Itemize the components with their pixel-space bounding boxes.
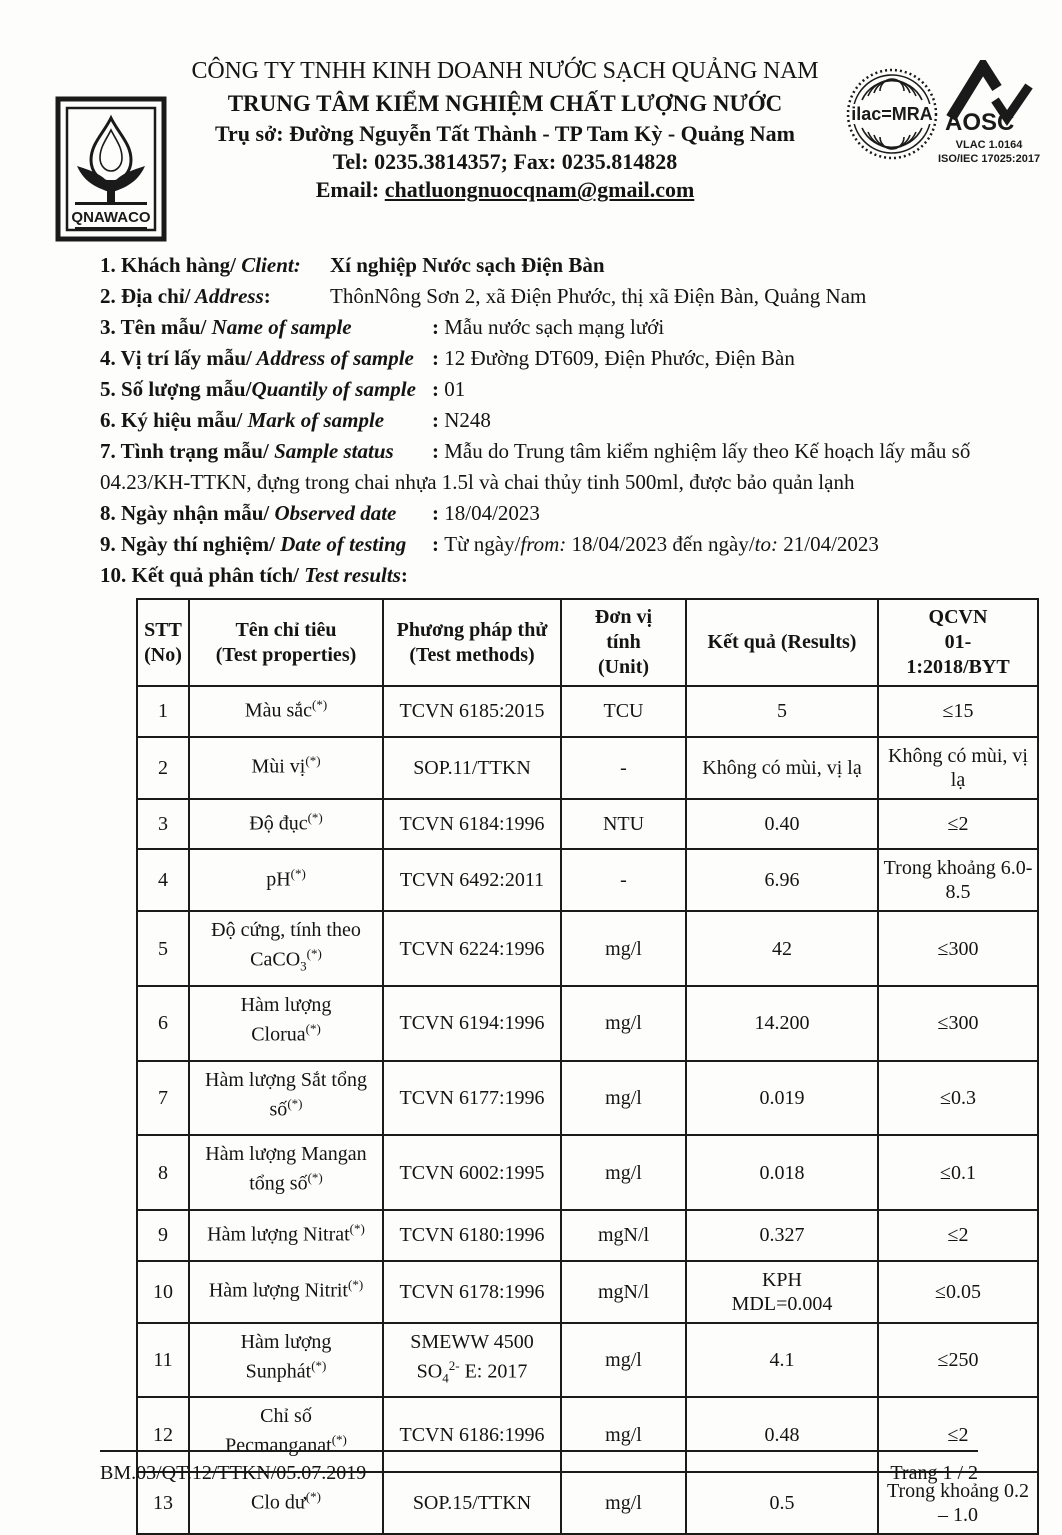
row-number-cell: 6 xyxy=(137,986,189,1061)
aosc-logo-icon xyxy=(937,60,1041,134)
result-cell: 0.40 xyxy=(686,799,878,850)
sample-address-value: 12 Đường DT609, Điện Phước, Điện Bàn xyxy=(444,346,795,370)
info-label: 5. Số lượng mẫu/Quantily of sample xyxy=(100,377,416,401)
email-address: chatluongnuocqnam@gmail.com xyxy=(384,177,695,203)
info-label: 10. Kết quả phân tích/ Test results: xyxy=(100,563,408,587)
row-number-cell: 12 xyxy=(137,1397,189,1472)
unit-cell: mg/l xyxy=(561,1135,686,1210)
test-property-cell: Hàm lượng Nitrit(*) xyxy=(189,1261,383,1323)
unit-cell: mg/l xyxy=(561,911,686,986)
info-item-mark: 6. Ký hiệu mẫu/ Mark of sample : N248 xyxy=(100,405,978,436)
test-method-cell: TCVN 6180:1996 xyxy=(383,1210,561,1261)
table-row xyxy=(137,1261,1038,1323)
unit-cell: mgN/l xyxy=(561,1210,686,1261)
email-line xyxy=(175,176,835,204)
limit-cell: ≤0.05 xyxy=(878,1261,1038,1323)
unit-cell: - xyxy=(561,737,686,799)
quantity-value: 01 xyxy=(444,377,466,401)
received-date-value: 18/04/2023 xyxy=(444,501,540,525)
info-item-test-results xyxy=(100,560,978,591)
row-number-cell: 5 xyxy=(137,911,189,986)
info-item-quantity: 5. Số lượng mẫu/Quantily of sample : 01 xyxy=(100,374,978,405)
unit-cell: mg/l xyxy=(561,1323,686,1398)
result-cell: 6.96 xyxy=(686,849,878,911)
table-row xyxy=(137,1135,1038,1210)
test-method-cell: SOP.15/TTKN xyxy=(383,1472,561,1534)
limit-cell: ≤2 xyxy=(878,1210,1038,1261)
info-label: 8. Ngày nhận mẫu/ Observed date xyxy=(100,501,397,525)
email-label: Email: xyxy=(315,177,385,203)
row-number-cell: 4 xyxy=(137,849,189,911)
col-header-unit: Đơn vị tính (Unit) xyxy=(561,599,686,686)
limit-cell: ≤0.3 xyxy=(878,1061,1038,1136)
info-label: 4. Vị trí lấy mẫu/ Address of sample xyxy=(100,346,414,370)
info-item-received-date: 8. Ngày nhận mẫu/ Observed date : 18/04/2023 xyxy=(100,498,978,529)
testing-date-value: Từ ngày/from: 18/04/2023 đến ngày/to: 21/04/2023 xyxy=(444,532,879,556)
col-header-no: STT (No) xyxy=(137,599,189,686)
result-cell: KPH MDL=0.004 xyxy=(686,1261,878,1323)
table-row xyxy=(137,1323,1038,1398)
page-footer xyxy=(100,1450,978,1485)
unit-cell: TCU xyxy=(561,686,686,737)
limit-cell: ≤300 xyxy=(878,911,1038,986)
result-cell: Không có mùi, vị lạ xyxy=(686,737,878,799)
water-drop-logo-icon xyxy=(55,96,167,242)
info-item-sample-name: 3. Tên mẫu/ Name of sample : Mẫu nước sạch mạng lưới xyxy=(100,312,978,343)
limit-cell: Trong khoảng 0.2 – 1.0 xyxy=(878,1472,1038,1534)
limit-cell: ≤15 xyxy=(878,686,1038,737)
row-number-cell: 11 xyxy=(137,1323,189,1398)
row-number-cell: 9 xyxy=(137,1210,189,1261)
table-row xyxy=(137,686,1038,737)
table-row xyxy=(137,986,1038,1061)
test-property-cell: Hàm lượng Clorua(*) xyxy=(189,986,383,1061)
row-number-cell: 3 xyxy=(137,799,189,850)
result-cell: 0.019 xyxy=(686,1061,878,1136)
info-label: 2. Địa chỉ/ Address: xyxy=(100,284,271,308)
info-item-testing-date: 9. Ngày thí nghiệm/ Date of testing : Từ ngày/from: 18/04/2023 đến ngày/to: 21/04/2023 xyxy=(100,529,978,560)
table-header-row xyxy=(137,599,1038,686)
test-method-cell: TCVN 6185:2015 xyxy=(383,686,561,737)
row-number-cell: 1 xyxy=(137,686,189,737)
table-row xyxy=(137,849,1038,911)
test-method-cell: TCVN 6186:1996 xyxy=(383,1397,561,1472)
info-item-sample-status: 7. Tình trạng mẫu/ Sample status : Mẫu do Trung tâm kiểm nghiệm lấy theo Kế hoạch lấy mẫu số 04.23/KH-TTKN, đựng trong chai nhựa 1.5l và chai thủy tinh 500ml, được bảo quản lạnh xyxy=(100,436,978,498)
sample-info-list xyxy=(100,250,978,591)
tel-fax-line: Tel: 0235.3814357; Fax: 0235.814828 xyxy=(332,149,678,175)
row-number-cell: 13 xyxy=(137,1472,189,1534)
sample-name-value: Mẫu nước sạch mạng lưới xyxy=(444,315,665,339)
col-header-result: Kết quả (Results) xyxy=(686,599,878,686)
info-label: 3. Tên mẫu/ Name of sample xyxy=(100,315,352,339)
row-number-cell: 7 xyxy=(137,1061,189,1136)
test-property-cell: Độ đục(*) xyxy=(189,799,383,850)
result-cell: 4.1 xyxy=(686,1323,878,1398)
test-method-cell: TCVN 6194:1996 xyxy=(383,986,561,1061)
row-number-cell: 8 xyxy=(137,1135,189,1210)
test-property-cell: Hàm lượng Mangan tổng số(*) xyxy=(189,1135,383,1210)
test-property-cell: Hàm lượng Sắt tổng số(*) xyxy=(189,1061,383,1136)
qnawaco-logo xyxy=(55,96,167,247)
ilac-mra-badge xyxy=(846,64,938,169)
result-cell: 0.018 xyxy=(686,1135,878,1210)
address-value: ThônNông Sơn 2, xã Điện Phước, thị xã Điện Bàn, Quảng Nam xyxy=(330,284,867,308)
test-method-cell: TCVN 6492:2011 xyxy=(383,849,561,911)
limit-cell: Không có mùi, vị lạ xyxy=(878,737,1038,799)
address-line: Trụ sở: Đường Nguyễn Tất Thành - TP Tam Kỳ - Quảng Nam xyxy=(215,121,795,147)
page-number: Trang 1 / 2 xyxy=(890,1462,978,1484)
aosc-badge xyxy=(934,60,1044,167)
col-header-method: Phương pháp thử (Test methods) xyxy=(383,599,561,686)
col-header-limit: QCVN 01- 1:2018/BYT xyxy=(878,599,1038,686)
info-label: 6. Ký hiệu mẫu/ Mark of sample xyxy=(100,408,385,432)
mark-value: N248 xyxy=(444,408,491,432)
center-name: TRUNG TÂM KIỂM NGHIỆM CHẤT LƯỢNG NƯỚC xyxy=(227,90,783,116)
client-value: Xí nghiệp Nước sạch Điện Bàn xyxy=(330,253,605,277)
info-item-client xyxy=(100,250,978,281)
aosc-accreditation-number: VLAC 1.0164 xyxy=(955,139,1023,151)
ilac-mra-seal-icon xyxy=(846,64,938,164)
test-property-cell: Hàm lượng Nitrat(*) xyxy=(189,1210,383,1261)
unit-cell: NTU xyxy=(561,799,686,850)
test-method-cell: TCVN 6178:1996 xyxy=(383,1261,561,1323)
test-property-cell: Chỉ số Pecmanganat(*) xyxy=(189,1397,383,1472)
aosc-iso-standard: ISO/IEC 17025:2017 xyxy=(937,152,1041,165)
unit-cell: mg/l xyxy=(561,1061,686,1136)
result-cell: 14.200 xyxy=(686,986,878,1061)
unit-cell: - xyxy=(561,849,686,911)
info-label: 7. Tình trạng mẫu/ Sample status xyxy=(100,439,394,463)
test-property-cell: Màu sắc(*) xyxy=(189,686,383,737)
letterhead xyxy=(175,56,835,205)
result-cell: 5 xyxy=(686,686,878,737)
test-method-cell: TCVN 6177:1996 xyxy=(383,1061,561,1136)
limit-cell: ≤0.1 xyxy=(878,1135,1038,1210)
result-cell: 42 xyxy=(686,911,878,986)
test-method-cell: TCVN 6184:1996 xyxy=(383,799,561,850)
row-number-cell: 2 xyxy=(137,737,189,799)
aosc-label: AOSC xyxy=(945,109,1015,134)
test-method-cell: SOP.11/TTKN xyxy=(383,737,561,799)
result-cell: 0.48 xyxy=(686,1397,878,1472)
info-label: 1. Khách hàng/ Client: xyxy=(100,253,301,277)
test-property-cell: Hàm lượng Sunphát(*) xyxy=(189,1323,383,1398)
unit-cell: mgN/l xyxy=(561,1261,686,1323)
sample-status-value: Mẫu do Trung tâm kiểm nghiệm lấy theo Kế hoạch lấy mẫu số 04.23/KH-TTKN, đựng trong chai nhựa 1.5l và chai thủy tinh 500ml, được bảo quản lạnh xyxy=(100,439,971,494)
table-row xyxy=(137,1061,1038,1136)
limit-cell: ≤300 xyxy=(878,986,1038,1061)
test-property-cell: Clo dư(*) xyxy=(189,1472,383,1534)
unit-cell: mg/l xyxy=(561,1472,686,1534)
test-property-cell: Độ cứng, tính theo CaCO$_3$(*) xyxy=(189,911,383,986)
test-method-cell: TCVN 6002:1995 xyxy=(383,1135,561,1210)
result-cell: 0.5 xyxy=(686,1472,878,1534)
test-results-table xyxy=(136,598,1039,1535)
unit-cell: mg/l xyxy=(561,986,686,1061)
info-item-address xyxy=(100,281,978,312)
ilac-mra-text: ilac=MRA xyxy=(851,104,933,124)
limit-cell: ≤2 xyxy=(878,1397,1038,1472)
company-name: CÔNG TY TNHH KINH DOANH NƯỚC SẠCH QUẢNG NAM xyxy=(191,58,819,84)
col-header-property: Tên chỉ tiêu (Test properties) xyxy=(189,599,383,686)
table-row xyxy=(137,799,1038,850)
test-property-cell: pH(*) xyxy=(189,849,383,911)
info-label: 9. Ngày thí nghiệm/ Date of testing xyxy=(100,532,407,556)
test-property-cell: Mùi vị(*) xyxy=(189,737,383,799)
limit-cell: Trong khoảng 6.0-8.5 xyxy=(878,849,1038,911)
table-row xyxy=(137,911,1038,986)
logo-caption: QNAWACO xyxy=(71,209,151,226)
test-method-cell: TCVN 6224:1996 xyxy=(383,911,561,986)
unit-cell: mg/l xyxy=(561,1397,686,1472)
table-row xyxy=(137,737,1038,799)
limit-cell: ≤250 xyxy=(878,1323,1038,1398)
row-number-cell: 10 xyxy=(137,1261,189,1323)
test-method-cell: SMEWW 4500 $SO_4^{2-}$ E: 2017 xyxy=(383,1323,561,1398)
limit-cell: ≤2 xyxy=(878,799,1038,850)
info-item-sample-address: 4. Vị trí lấy mẫu/ Address of sample : 12 Đường DT609, Điện Phước, Điện Bàn xyxy=(100,343,978,374)
result-cell: 0.327 xyxy=(686,1210,878,1261)
document-code: BM.03/QT.12/TTKN/05.07.2019 xyxy=(100,1462,367,1484)
table-row xyxy=(137,1210,1038,1261)
